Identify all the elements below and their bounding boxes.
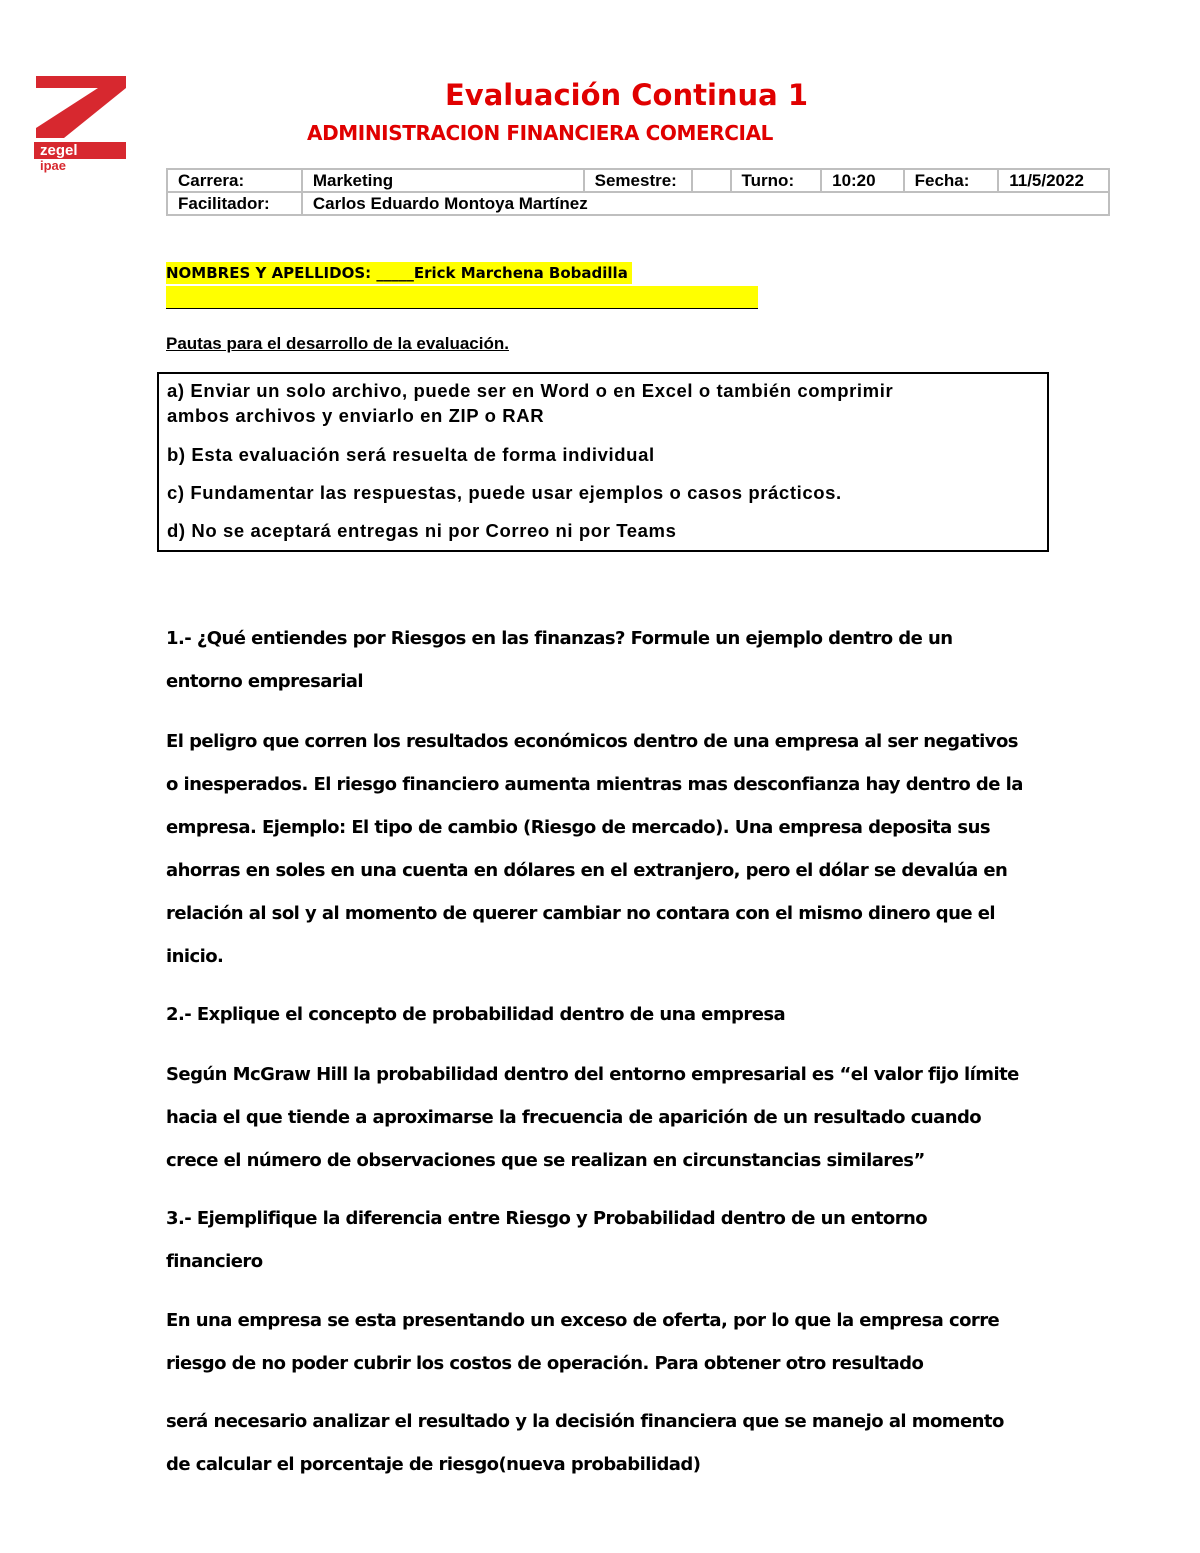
zegel-logo-mark [34,72,128,138]
course-info-row [167,169,1109,192]
question-text: 3.- Ejemplifique la diferencia entre Riesgo y Probabilidad dentro de un entorno [166,1208,928,1229]
answer-3 [166,1299,1046,1385]
guideline-item: ambos archivos y enviarlo en ZIP o RAR [167,405,545,426]
answer-3-continued [166,1400,1046,1486]
answer-text: Según McGraw Hill la probabilidad dentro del entorno empresarial es “el valor fijo límite [166,1064,1019,1085]
question-2 [166,993,1046,1036]
carrera-value: Marketing [302,169,584,192]
turno-label: Turno: [731,169,822,192]
facilitador-value: Carlos Eduardo Montoya Martínez [302,192,1109,215]
fecha-value: 11/5/2022 [998,169,1109,192]
answer-text: hacia el que tiende a aproximarse la frecuencia de aparición de un resultado cuando [166,1107,982,1128]
answer-text: será necesario analizar el resultado y la decisión financiera que se manejo al momento [166,1411,1004,1432]
page-title: Evaluación Continua 1 [445,78,809,112]
semestre-label: Semestre: [584,169,693,192]
answer-1 [166,720,1046,978]
answer-2 [166,1053,1046,1182]
course-info-table [166,168,1110,216]
logo-name: zegel [34,142,126,159]
guideline-item: b) Esta evaluación será resuelta de forma individual [167,444,655,465]
zegel-ipae-logo [34,72,128,172]
course-title: ADMINISTRACION FINANCIERA COMERCIAL [307,121,774,145]
answer-text: riesgo de no poder cubrir los costos de operación. Para obtener otro resultado [166,1353,924,1374]
answer-text: En una empresa se esta presentando un exceso de oferta, por lo que la empresa corre [166,1310,1000,1331]
answer-text: inicio. [166,946,224,967]
facilitator-row [167,192,1109,215]
guidelines-box [157,372,1049,552]
carrera-label: Carrera: [167,169,302,192]
answer-text: o inesperados. El riesgo financiero aumenta mientras mas desconfianza hay dentro de la [166,774,1023,795]
fecha-label: Fecha: [904,169,999,192]
answer-text: empresa. Ejemplo: El tipo de cambio (Riesgo de mercado). Una empresa deposita sus [166,817,990,838]
answer-text: de calcular el porcentaje de riesgo(nueva probabilidad) [166,1454,701,1475]
student-name: NOMBRES Y APELLIDOS: _____Erick Marchena Bobadilla [166,262,632,284]
student-name-block [166,262,758,309]
guideline-item: d) No se aceptará entregas ni por Correo ni por Teams [167,520,677,541]
turno-value: 10:20 [821,169,904,192]
question-text: 1.- ¿Qué entiendes por Riesgos en las finanzas? Formule un ejemplo dentro de un [166,628,953,649]
question-text: financiero [166,1251,263,1272]
guidelines-heading: Pautas para el desarrollo de la evaluación. [166,334,509,353]
semestre-value [692,169,730,192]
answer-text: crece el número de observaciones que se realizan en circunstancias similares” [166,1150,925,1171]
question-text: 2.- Explique el concepto de probabilidad dentro de una empresa [166,1004,786,1025]
question-3 [166,1197,1046,1283]
facilitador-label: Facilitador: [167,192,302,215]
guideline-item: a) Enviar un solo archivo, puede ser en Word o en Excel o también comprimir [167,380,894,401]
question-text: entorno empresarial [166,671,364,692]
highlight-line [166,286,758,309]
answer-text: ahorras en soles en una cuenta en dólares en el extranjero, pero el dólar se devalúa en [166,860,1008,881]
answer-text: relación al sol y al momento de querer cambiar no contara con el mismo dinero que el [166,903,995,924]
answer-text: El peligro que corren los resultados económicos dentro de una empresa al ser negativos [166,731,1018,752]
logo-sub: ipae [40,158,67,173]
guideline-item: c) Fundamentar las respuestas, puede usar ejemplos o casos prácticos. [167,482,842,503]
question-1 [166,617,1046,703]
